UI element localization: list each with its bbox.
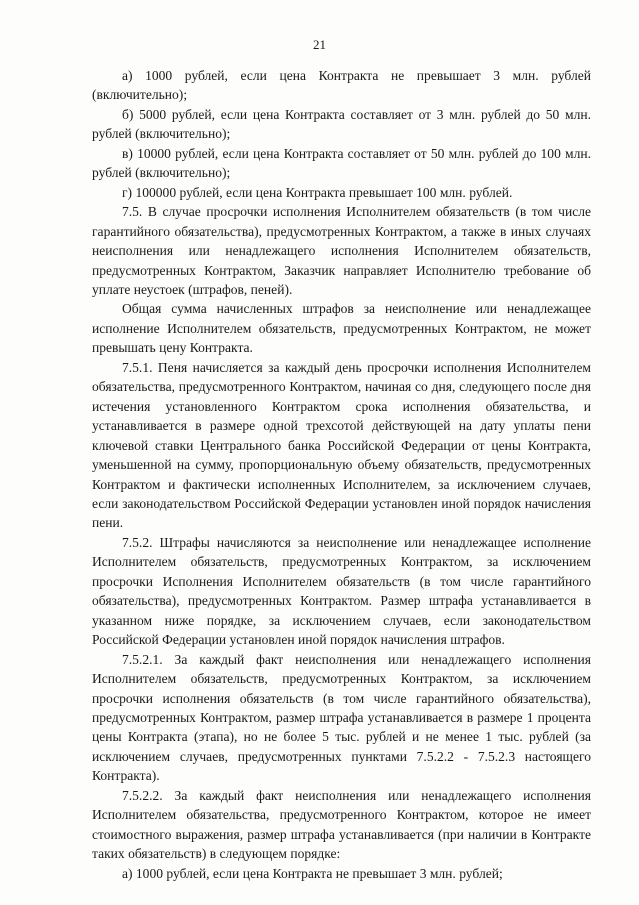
clause-7-5-2: 7.5.2. Штрафы начисляются за неисполнение или ненадлежащее исполнение Исполнителем обязательств, предусмотренных Контрактом, за исключением просрочки Исполнения Исполнителем обязательств (в том числе гарантийного обязательства), предусмотренных Контрактом. Размер штрафа устанавливается в указанном ниже порядке, за исключением случаев, если законодательством Российской Федерации установлен иной порядок начисления штрафов. xyxy=(92,534,591,648)
clause-7-5-2-2: 7.5.2.2. За каждый факт неисполнения или ненадлежащего исполнения Исполнителем обязательства, предусмотренного Контрактом, которое не имеет стоимостного выражения, размер штрафа устанавливается (при наличии в Контракте таких обязательств) в следующем порядке: xyxy=(92,787,591,862)
document-body xyxy=(92,66,591,883)
clause-7-4-b: б) 5000 рублей, если цена Контракта составляет от 3 млн. рублей до 50 млн. рублей (включительно); xyxy=(92,106,591,142)
clause-7-4-c: в) 10000 рублей, если цена Контракта составляет от 50 млн. рублей до 100 млн. рублей (включительно); xyxy=(92,145,591,181)
clause-7-5-1: 7.5.1. Пеня начисляется за каждый день просрочки исполнения Исполнителем обязательства, предусмотренного Контрактом, начиная со дня, следующего после дня истечения установленного Контрактом срока исполнения обязательства, и устанавливается в размере одной трехсотой действующей на дату уплаты пени ключевой ставки Центрального банка Российской Федерации от цены Контракта, уменьшенной на сумму, пропорциональную объему обязательств, предусмотренных Контрактом и фактически исполненных Исполнителем, за исключением случаев, если законодательством Российской Федерации установлен иной порядок начисления пени. xyxy=(92,359,591,531)
clause-7-4-a: а) 1000 рублей, если цена Контракта не превышает 3 млн. рублей (включительно); xyxy=(92,68,591,103)
clause-7-5-2-1: 7.5.2.1. За каждый факт неисполнения или ненадлежащего исполнения Исполнителем обязательств, предусмотренных Контрактом, за исключением просрочки исполнения обязательств (в том числе гарантийного обязательства), предусмотренных Контрактом, размер штрафа устанавливается в размере 1 процента цены Контракта (этапа), но не более 5 тыс. рублей и не менее 1 тыс. рублей (за исключением случаев, предусмотренных пунктами 7.5.2.2 - 7.5.2.3 настоящего Контракта). xyxy=(92,651,591,784)
clause-7-4-d: г) 100000 рублей, если цена Контракта превышает 100 млн. рублей. xyxy=(122,184,513,200)
clause-7-5-2-2-a: а) 1000 рублей, если цена Контракта не превышает 3 млн. рублей; xyxy=(122,865,503,881)
clause-7-5-total: Общая сумма начисленных штрафов за неисполнение или ненадлежащее исполнение Исполнителем обязательств, предусмотренных Контрактом, не может превышать цену Контракта. xyxy=(92,301,591,356)
page-number: 21 xyxy=(313,37,326,52)
clause-7-5: 7.5. В случае просрочки исполнения Исполнителем обязательств (в том числе гарантийного обязательства), предусмотренных Контрактом, а также в иных случаях неисполнения или ненадлежащего исполнения Исполнителем обязательств, предусмотренных Контрактом, Заказчик направляет Исполнителю требование об уплате неустоек (штрафов, пеней). xyxy=(92,204,591,297)
